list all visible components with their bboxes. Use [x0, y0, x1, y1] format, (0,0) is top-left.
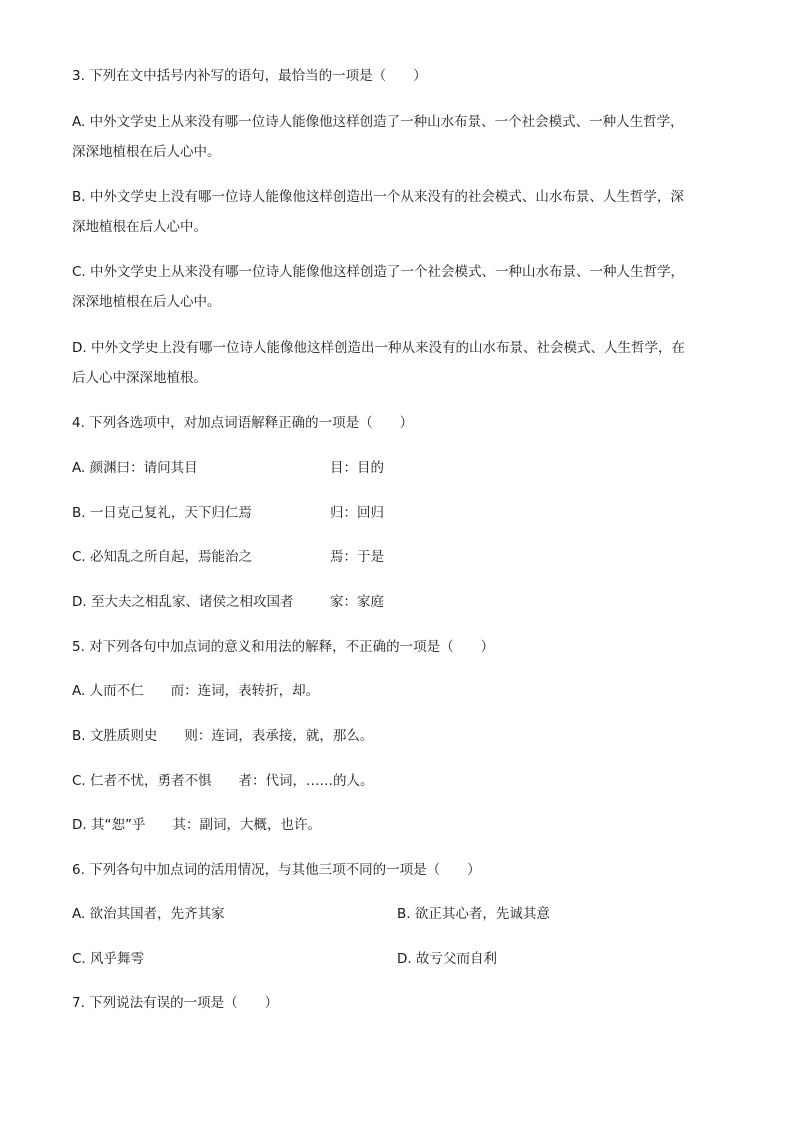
q5-stem: 5. 对下列各句中加点词的意义和用法的解释，不正确的一项是（ ） [72, 639, 495, 655]
q4-option-b: B. 一日克己复礼，天下归仁焉 [72, 505, 252, 521]
q5-option-a: A. 人而不仁 而：连词，表转折，却。 [72, 683, 320, 699]
q3-option-c-line2: 深深地植根在后人心中。 [72, 294, 221, 310]
q6-option-a: A. 欲治其国者，先齐其家 [72, 906, 225, 922]
q3-option-a-line1: A. 中外文学史上从来没有哪一位诗人能像他这样创造了一种山水布景、一个社会模式、一种人生哲学， [72, 114, 684, 130]
q3-option-b-line1: B. 中外文学史上没有哪一位诗人能像他这样创造出一个从来没有的社会模式、山水布景、人生哲学，深 [72, 189, 684, 205]
q3-option-b-line2: 深地植根在后人心中。 [72, 219, 207, 235]
q5-option-c: C. 仁者不忧，勇者不惧 者：代词，……的人。 [72, 773, 374, 789]
q4-option-c: C. 必知乱之所自起，焉能治之 [72, 549, 253, 565]
q3-option-c-line1: C. 中外文学史上从来没有哪一位诗人能像他这样创造了一个社会模式、一种山水布景、一种人生哲学， [72, 264, 685, 280]
q5-option-d: D. 其“恕”乎 其：副词，大概，也许。 [72, 817, 321, 833]
q4-stem: 4. 下列各选项中，对加点词语解释正确的一项是（ ） [72, 415, 414, 431]
q3-option-a-line2: 深深地植根在后人心中。 [72, 144, 221, 160]
q6-option-c: C. 风乎舞雩 [72, 951, 145, 967]
q7-stem: 7. 下列说法有误的一项是（ ） [72, 995, 279, 1011]
q4-option-d-explanation: 家：家庭 [330, 594, 384, 610]
q4-option-c-explanation: 焉：于是 [330, 549, 384, 565]
q3-option-d-line2: 后人心中深深地植根。 [72, 370, 207, 386]
q4-option-d: D. 至大夫之相乱家、诸侯之相攻国者 [72, 594, 294, 610]
q5-option-b: B. 文胜质则史 则：连词，表承接，就，那么。 [72, 728, 374, 744]
q4-option-b-explanation: 归：回归 [330, 505, 384, 521]
q3-option-d-line1: D. 中外文学史上没有哪一位诗人能像他这样创造出一种从来没有的山水布景、社会模式、人生哲学，在 [72, 340, 685, 356]
q6-stem: 6. 下列各句中加点词的活用情况，与其他三项不同的一项是（ ） [72, 862, 481, 878]
q6-option-d: D. 故亏父而自利 [397, 951, 497, 967]
q3-stem: 3. 下列在文中括号内补写的语句，最恰当的一项是（ ） [72, 68, 427, 84]
q6-option-b: B. 欲正其心者，先诚其意 [397, 906, 550, 922]
q4-option-a: A. 颜渊曰：请问其目 [72, 460, 198, 476]
q4-option-a-explanation: 目：目的 [330, 460, 384, 476]
